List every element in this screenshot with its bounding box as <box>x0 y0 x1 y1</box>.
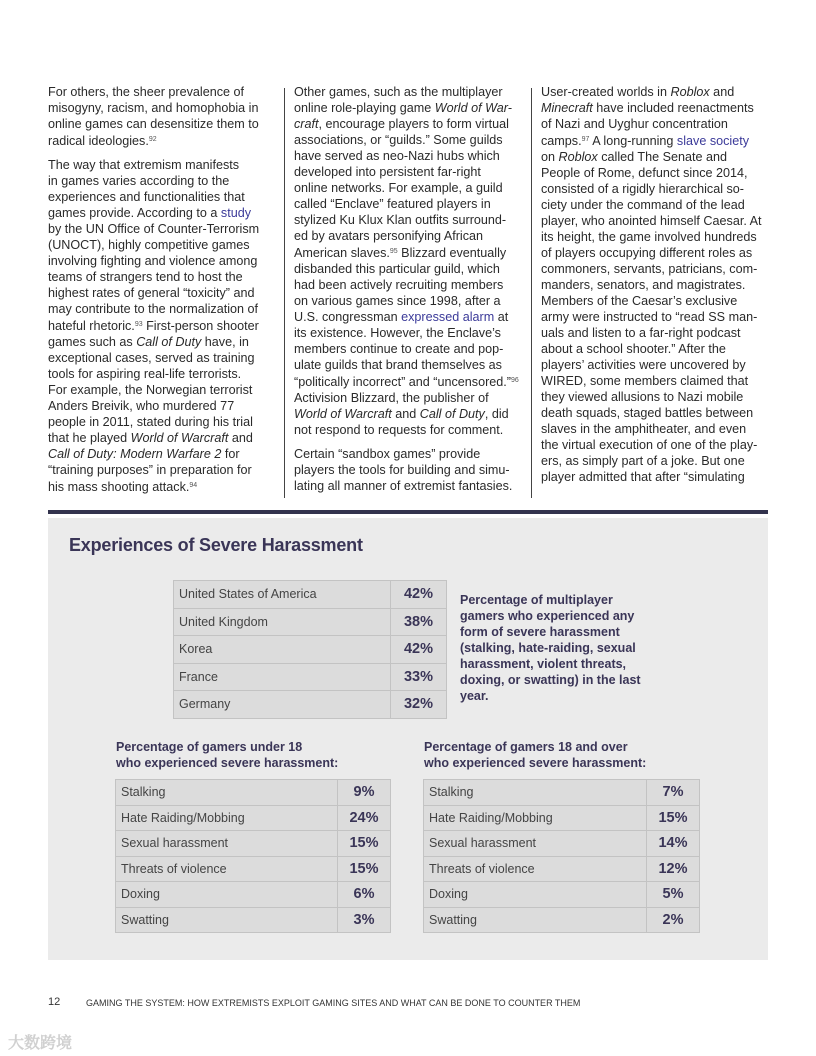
italic-title: Call of Duty <box>419 407 485 421</box>
text-line <box>294 341 526 357</box>
row-label: Sexual harassment <box>116 831 338 857</box>
text-run: and <box>709 85 735 99</box>
text-run: People of Rome, defunct since 2014, <box>541 166 748 180</box>
country-harassment-table <box>173 580 447 719</box>
text-run: camps. <box>541 134 582 148</box>
row-value: 9% <box>338 780 391 806</box>
text-run: experiences and functionalities that <box>48 190 245 204</box>
text-run: army were instructed to “read SS man- <box>541 310 758 324</box>
text-line <box>48 116 280 132</box>
text-run: commoners, servants, patricians, com- <box>541 262 758 276</box>
text-run: online games can desensitize them to <box>48 117 259 131</box>
text-run: by the UN Office of Counter-Terrorism <box>48 222 260 236</box>
text-line <box>48 317 280 334</box>
text-line <box>541 389 773 405</box>
table-row <box>424 805 700 831</box>
italic-title: World of Warcraft <box>294 407 392 421</box>
italic-title: Roblox <box>670 85 710 99</box>
text-line <box>541 421 773 437</box>
row-label: Stalking <box>424 780 647 806</box>
text-line <box>541 197 773 213</box>
text-line <box>541 229 773 245</box>
text-line <box>294 261 526 277</box>
text-line <box>294 164 526 180</box>
row-value: 24% <box>338 805 391 831</box>
text-run: consisted of a rigidly hierarchical so- <box>541 182 744 196</box>
text-run: his mass shooting attack. <box>48 480 190 494</box>
text-run: they viewed allusions to Nazi mobile <box>541 390 744 404</box>
footnote-ref: 96 <box>510 377 519 384</box>
paragraph <box>541 84 773 485</box>
text-run: have included reenactments <box>592 101 754 115</box>
text-line <box>48 398 280 414</box>
italic-title: Call of Duty <box>136 335 202 349</box>
text-run: WIRED, some members claimed that <box>541 374 749 388</box>
text-line <box>294 100 526 116</box>
row-label: Doxing <box>116 882 338 908</box>
row-value: 42% <box>391 581 447 609</box>
text-run: ciety under the command of the lead <box>541 198 745 212</box>
row-label: Doxing <box>424 882 647 908</box>
paragraph <box>48 157 280 495</box>
text-run: may contribute to the normalization of <box>48 302 259 316</box>
text-run: tools for aspiring real-life terrorists. <box>48 367 242 381</box>
text-line <box>541 357 773 373</box>
paragraph <box>294 84 526 438</box>
inline-link[interactable]: slave society <box>676 134 750 148</box>
column-divider <box>284 88 285 498</box>
text-run: American slaves. <box>294 246 390 260</box>
italic-title: World of War- <box>434 101 512 115</box>
text-run: , did <box>484 407 509 421</box>
text-line <box>294 309 526 325</box>
table-row <box>424 831 700 857</box>
text-line <box>294 244 526 261</box>
text-line <box>541 341 773 357</box>
row-value: 15% <box>338 831 391 857</box>
text-line <box>541 165 773 181</box>
italic-title: World of Warcraft <box>130 431 229 445</box>
text-line <box>48 253 280 269</box>
paragraph <box>48 84 280 149</box>
under18-title-line2: who experienced severe harassment: <box>116 756 339 770</box>
row-value: 2% <box>647 907 700 933</box>
text-line <box>48 221 280 237</box>
text-line <box>541 261 773 277</box>
under18-table-title <box>116 739 338 771</box>
running-title: GAMING THE SYSTEM: HOW EXTREMISTS EXPLOIT GAMING SITES AND WHAT CAN BE DONE TO COUNTER THEM <box>86 998 581 1008</box>
row-value: 33% <box>391 663 447 691</box>
text-run: ed by avatars personifying African <box>294 229 484 243</box>
adults-title-line2: who experienced severe harassment: <box>424 756 647 770</box>
text-run: had been actively recruiting members <box>294 278 504 292</box>
text-run: exceptional cases, served as training <box>48 351 255 365</box>
text-run: for <box>221 447 240 461</box>
text-run: hateful rhetoric. <box>48 319 135 333</box>
table-row <box>116 805 391 831</box>
text-run: games such as <box>48 335 137 349</box>
text-line <box>48 205 280 221</box>
text-line <box>294 446 526 462</box>
text-line <box>48 334 280 350</box>
text-line <box>294 357 526 373</box>
adults-harassment-table <box>423 779 700 933</box>
text-column-1 <box>48 84 280 503</box>
text-line <box>48 84 280 100</box>
text-line <box>294 325 526 341</box>
italic-title: craft <box>294 117 319 131</box>
text-line <box>541 277 773 293</box>
footnote-ref: 95 <box>389 248 398 255</box>
text-line <box>294 406 526 422</box>
row-label: Sexual harassment <box>424 831 647 857</box>
text-line <box>48 132 280 149</box>
text-run: ulate guilds that brand themselves as <box>294 358 502 372</box>
row-value: 15% <box>338 856 391 882</box>
text-line <box>541 132 773 149</box>
text-line <box>541 181 773 197</box>
row-label: Korea <box>174 636 391 664</box>
text-line <box>48 301 280 317</box>
table-row <box>424 907 700 933</box>
text-line <box>541 149 773 165</box>
text-run: online role-playing game <box>294 101 435 115</box>
text-run: highest rates of general “toxicity” and <box>48 286 255 300</box>
adults-title-line1: Percentage of gamers 18 and over <box>424 740 628 754</box>
text-line <box>48 100 280 116</box>
text-line <box>294 277 526 293</box>
italic-title: Call of Duty: Modern Warfare 2 <box>48 447 222 461</box>
text-line <box>541 453 773 469</box>
text-run: lating all manner of extremist fantasies. <box>294 479 513 493</box>
text-run: online networks. For example, a guild <box>294 181 503 195</box>
table-row <box>174 663 447 691</box>
watermark-logo: 大数跨境 <box>8 1035 73 1052</box>
table-row <box>424 882 700 908</box>
row-label: Threats of violence <box>424 856 647 882</box>
text-run: The way that extremism manifests <box>48 158 240 172</box>
text-run: not respond to requests for comment. <box>294 423 504 437</box>
table-row <box>424 856 700 882</box>
row-label: Germany <box>174 691 391 719</box>
text-run: members continue to create and pop- <box>294 342 504 356</box>
under18-title-line1: Percentage of gamers under 18 <box>116 740 303 754</box>
row-value: 5% <box>647 882 700 908</box>
text-run: on <box>541 150 559 164</box>
row-value: 3% <box>338 907 391 933</box>
text-line <box>294 390 526 406</box>
text-column-2 <box>294 84 526 502</box>
text-run: teams of strangers tend to host the <box>48 270 243 284</box>
text-line <box>48 350 280 366</box>
paragraph <box>294 446 526 494</box>
row-value: 7% <box>647 780 700 806</box>
table-row <box>116 907 391 933</box>
text-run: For others, the sheer prevalence of <box>48 85 245 99</box>
text-line <box>541 405 773 421</box>
text-line <box>294 116 526 132</box>
text-line <box>294 293 526 309</box>
text-line <box>48 430 280 446</box>
text-line <box>541 309 773 325</box>
row-value: 38% <box>391 608 447 636</box>
text-run: death squads, staged battles between <box>541 406 754 420</box>
text-run: First-person shooter <box>142 319 259 333</box>
text-line <box>294 228 526 244</box>
inline-link[interactable]: study <box>220 206 252 220</box>
text-line <box>294 462 526 478</box>
footnote-ref: 94 <box>189 482 198 489</box>
text-run: its height, the game involved hundreds <box>541 230 757 244</box>
text-line <box>294 148 526 164</box>
text-run: ers, as simply part of a joke. But one <box>541 454 745 468</box>
text-run: have, in <box>201 335 249 349</box>
text-run: “training purposes” in preparation for <box>48 463 252 477</box>
text-line <box>294 132 526 148</box>
text-line <box>541 84 773 100</box>
italic-title: Minecraft <box>541 101 593 115</box>
row-value: 14% <box>647 831 700 857</box>
text-run: uals and listen to a far-right podcast <box>541 326 741 340</box>
text-line <box>48 446 280 462</box>
row-label: United Kingdom <box>174 608 391 636</box>
text-run: of players occupying different roles as <box>541 246 753 260</box>
table-row <box>174 636 447 664</box>
text-run: Blizzard eventually <box>397 246 507 260</box>
text-line <box>48 382 280 398</box>
text-line <box>48 189 280 205</box>
text-run: U.S. congressman <box>294 310 402 324</box>
text-run: “politically incorrect” and “uncensored.” <box>294 375 511 389</box>
text-run: Members of the Caesar’s exclusive <box>541 294 738 308</box>
text-run: Certain “sandbox games” provide <box>294 447 481 461</box>
text-run: called The Senate and <box>597 150 728 164</box>
text-run: player, who anointed himself Caesar. At <box>541 214 762 228</box>
text-line <box>541 325 773 341</box>
row-label: Swatting <box>116 907 338 933</box>
text-line <box>48 414 280 430</box>
text-line <box>48 285 280 301</box>
text-line <box>294 180 526 196</box>
text-run: games provide. According to a <box>48 206 221 220</box>
text-run: about a school shooter.” After the <box>541 342 726 356</box>
country-table-description: Percentage of multiplayer gamers who experienced any form of severe harassment (stalking, hate-raiding, sexual harassment, violent threats, doxing, or swatting) in the last year. <box>460 593 641 703</box>
row-value: 32% <box>391 691 447 719</box>
text-run: of Nazi and Uyghur concentration <box>541 117 728 131</box>
text-run: manders, senators, and magistrates. <box>541 278 746 292</box>
table-row <box>116 780 391 806</box>
text-line <box>541 293 773 309</box>
text-line <box>48 366 280 382</box>
text-run: people in 2011, stated during his trial <box>48 415 253 429</box>
section-divider-bar <box>48 510 768 514</box>
infobox-title: Experiences of Severe Harassment <box>69 535 363 555</box>
text-line <box>541 245 773 261</box>
adults-table-title <box>424 739 646 771</box>
text-run: Other games, such as the multiplayer <box>294 85 503 99</box>
text-line <box>541 373 773 389</box>
text-run: , encourage players to form virtual <box>318 117 509 131</box>
row-value: 12% <box>647 856 700 882</box>
text-run: player admitted that after “simulating <box>541 470 745 484</box>
table-row <box>424 780 700 806</box>
text-line <box>48 237 280 253</box>
text-line <box>541 213 773 229</box>
text-run: on various games since 1998, after a <box>294 294 501 308</box>
table-row <box>174 608 447 636</box>
text-run: and <box>228 431 253 445</box>
text-run: and <box>391 407 420 421</box>
row-value: 15% <box>647 805 700 831</box>
text-line <box>294 478 526 494</box>
text-run: slaves in the amphitheater, and even <box>541 422 747 436</box>
text-line <box>294 212 526 228</box>
table-row <box>116 831 391 857</box>
text-line <box>48 462 280 478</box>
text-line <box>48 157 280 173</box>
text-run: For example, the Norwegian terrorist <box>48 383 253 397</box>
text-run: have served as neo-Nazi hubs which <box>294 149 500 163</box>
text-run: Anders Breivik, who murdered 77 <box>48 399 235 413</box>
text-run: at <box>494 310 509 324</box>
column-divider <box>531 88 532 498</box>
text-column-3 <box>541 84 773 493</box>
text-run: (UNOCT), highly competitive games <box>48 238 250 252</box>
text-run: called “Enclave” featured players in <box>294 197 491 211</box>
row-label: Hate Raiding/Mobbing <box>116 805 338 831</box>
text-line <box>48 173 280 189</box>
row-value: 42% <box>391 636 447 664</box>
text-run: its existence. However, the Enclave’s <box>294 326 501 340</box>
row-label: France <box>174 663 391 691</box>
table-row <box>116 856 391 882</box>
row-label: Hate Raiding/Mobbing <box>424 805 647 831</box>
text-run: stylized Ku Klux Klan outfits surround- <box>294 213 507 227</box>
footnote-ref: 92 <box>148 136 157 143</box>
text-run: misogyny, racism, and homophobia in <box>48 101 259 115</box>
text-run: A long-running <box>589 134 677 148</box>
text-run: User-created worlds in <box>541 85 671 99</box>
text-line <box>48 269 280 285</box>
text-run: associations, or “guilds.” Some guilds <box>294 133 503 147</box>
table-row <box>174 581 447 609</box>
row-label: United States of America <box>174 581 391 609</box>
text-line <box>541 100 773 116</box>
row-label: Threats of violence <box>116 856 338 882</box>
text-run: radical ideologies. <box>48 134 149 148</box>
text-run: in games varies according to the <box>48 174 230 188</box>
text-run: players’ activities were uncovered by <box>541 358 746 372</box>
inline-link[interactable]: expressed alarm <box>401 310 495 324</box>
footnote-ref: 97 <box>581 136 590 143</box>
row-value: 6% <box>338 882 391 908</box>
text-run: that he played <box>48 431 131 445</box>
footnote-ref: 93 <box>134 321 143 328</box>
text-run: the virtual execution of one of the play- <box>541 438 758 452</box>
row-label: Swatting <box>424 907 647 933</box>
under18-harassment-table <box>115 779 391 933</box>
text-line <box>294 422 526 438</box>
text-line <box>541 437 773 453</box>
page-number: 12 <box>48 996 61 1008</box>
text-line <box>541 116 773 132</box>
text-run: disbanded this particular guild, which <box>294 262 500 276</box>
text-run: involving fighting and violence among <box>48 254 258 268</box>
row-label: Stalking <box>116 780 338 806</box>
text-run: developed into persistent far-right <box>294 165 481 179</box>
text-line <box>294 373 526 390</box>
table-row <box>116 882 391 908</box>
text-line <box>294 196 526 212</box>
italic-title: Roblox <box>558 150 598 164</box>
text-line <box>294 84 526 100</box>
text-run: players the tools for building and simu- <box>294 463 510 477</box>
text-line <box>541 469 773 485</box>
table-row <box>174 691 447 719</box>
text-run: Activision Blizzard, the publisher of <box>294 391 489 405</box>
text-line <box>48 478 280 495</box>
